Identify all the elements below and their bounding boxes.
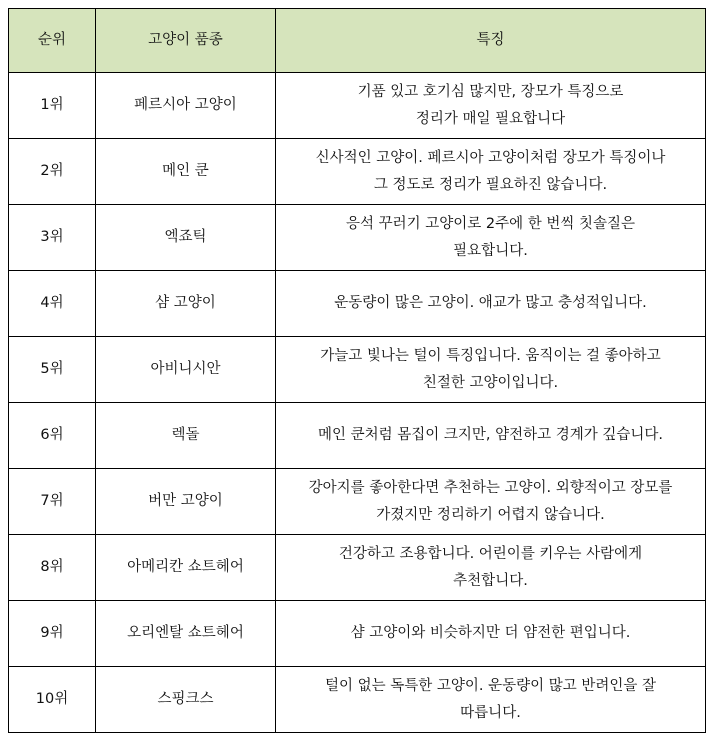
table-row: [9, 469, 706, 535]
breed-cell: 스핑크스: [96, 667, 276, 733]
table-row: [9, 601, 706, 667]
breed-cell: 샴 고양이: [96, 271, 276, 337]
table-header: [9, 9, 706, 73]
rank-cell: 5위: [9, 337, 96, 403]
description-cell: 강아지를 좋아한다면 추천하는 고양이. 외향적이고 장모를 가졌지만 정리하기 어렵지 않습니다.: [276, 469, 706, 535]
breed-cell: 오리엔탈 쇼트헤어: [96, 601, 276, 667]
header-description: 특징: [276, 9, 706, 73]
cat-breed-ranking-table: [8, 8, 706, 733]
breed-cell: 페르시아 고양이: [96, 73, 276, 139]
rank-cell: 3위: [9, 205, 96, 271]
table-body: [9, 73, 706, 733]
table-row: [9, 667, 706, 733]
table-row: [9, 535, 706, 601]
rank-cell: 7위: [9, 469, 96, 535]
header-row: [9, 9, 706, 73]
description-cell: 샴 고양이와 비슷하지만 더 얌전한 편입니다.: [276, 601, 706, 667]
rank-cell: 6위: [9, 403, 96, 469]
description-cell: 건강하고 조용합니다. 어린이를 키우는 사람에게 추천합니다.: [276, 535, 706, 601]
rank-cell: 2위: [9, 139, 96, 205]
header-rank: 순위: [9, 9, 96, 73]
breed-cell: 아비니시안: [96, 337, 276, 403]
breed-cell: 버만 고양이: [96, 469, 276, 535]
description-cell: 메인 쿤처럼 몸집이 크지만, 얌전하고 경계가 깊습니다.: [276, 403, 706, 469]
table-row: [9, 271, 706, 337]
rank-cell: 10위: [9, 667, 96, 733]
breed-cell: 렉돌: [96, 403, 276, 469]
table-row: [9, 337, 706, 403]
table-row: [9, 139, 706, 205]
rank-cell: 9위: [9, 601, 96, 667]
description-cell: 기품 있고 호기심 많지만, 장모가 특징으로 정리가 매일 필요합니다: [276, 73, 706, 139]
table-row: [9, 73, 706, 139]
table-row: [9, 205, 706, 271]
header-breed: 고양이 품종: [96, 9, 276, 73]
breed-cell: 메인 쿤: [96, 139, 276, 205]
rank-cell: 8위: [9, 535, 96, 601]
rank-cell: 4위: [9, 271, 96, 337]
description-cell: 털이 없는 독특한 고양이. 운동량이 많고 반려인을 잘 따릅니다.: [276, 667, 706, 733]
breed-cell: 아메리칸 쇼트헤어: [96, 535, 276, 601]
description-cell: 신사적인 고양이. 페르시아 고양이처럼 장모가 특징이나 그 정도로 정리가 필요하진 않습니다.: [276, 139, 706, 205]
description-cell: 응석 꾸러기 고양이로 2주에 한 번씩 칫솔질은 필요합니다.: [276, 205, 706, 271]
breed-cell: 엑죠틱: [96, 205, 276, 271]
description-cell: 가늘고 빛나는 털이 특징입니다. 움직이는 걸 좋아하고 친절한 고양이입니다.: [276, 337, 706, 403]
table-row: [9, 403, 706, 469]
description-cell: 운동량이 많은 고양이. 애교가 많고 충성적입니다.: [276, 271, 706, 337]
rank-cell: 1위: [9, 73, 96, 139]
